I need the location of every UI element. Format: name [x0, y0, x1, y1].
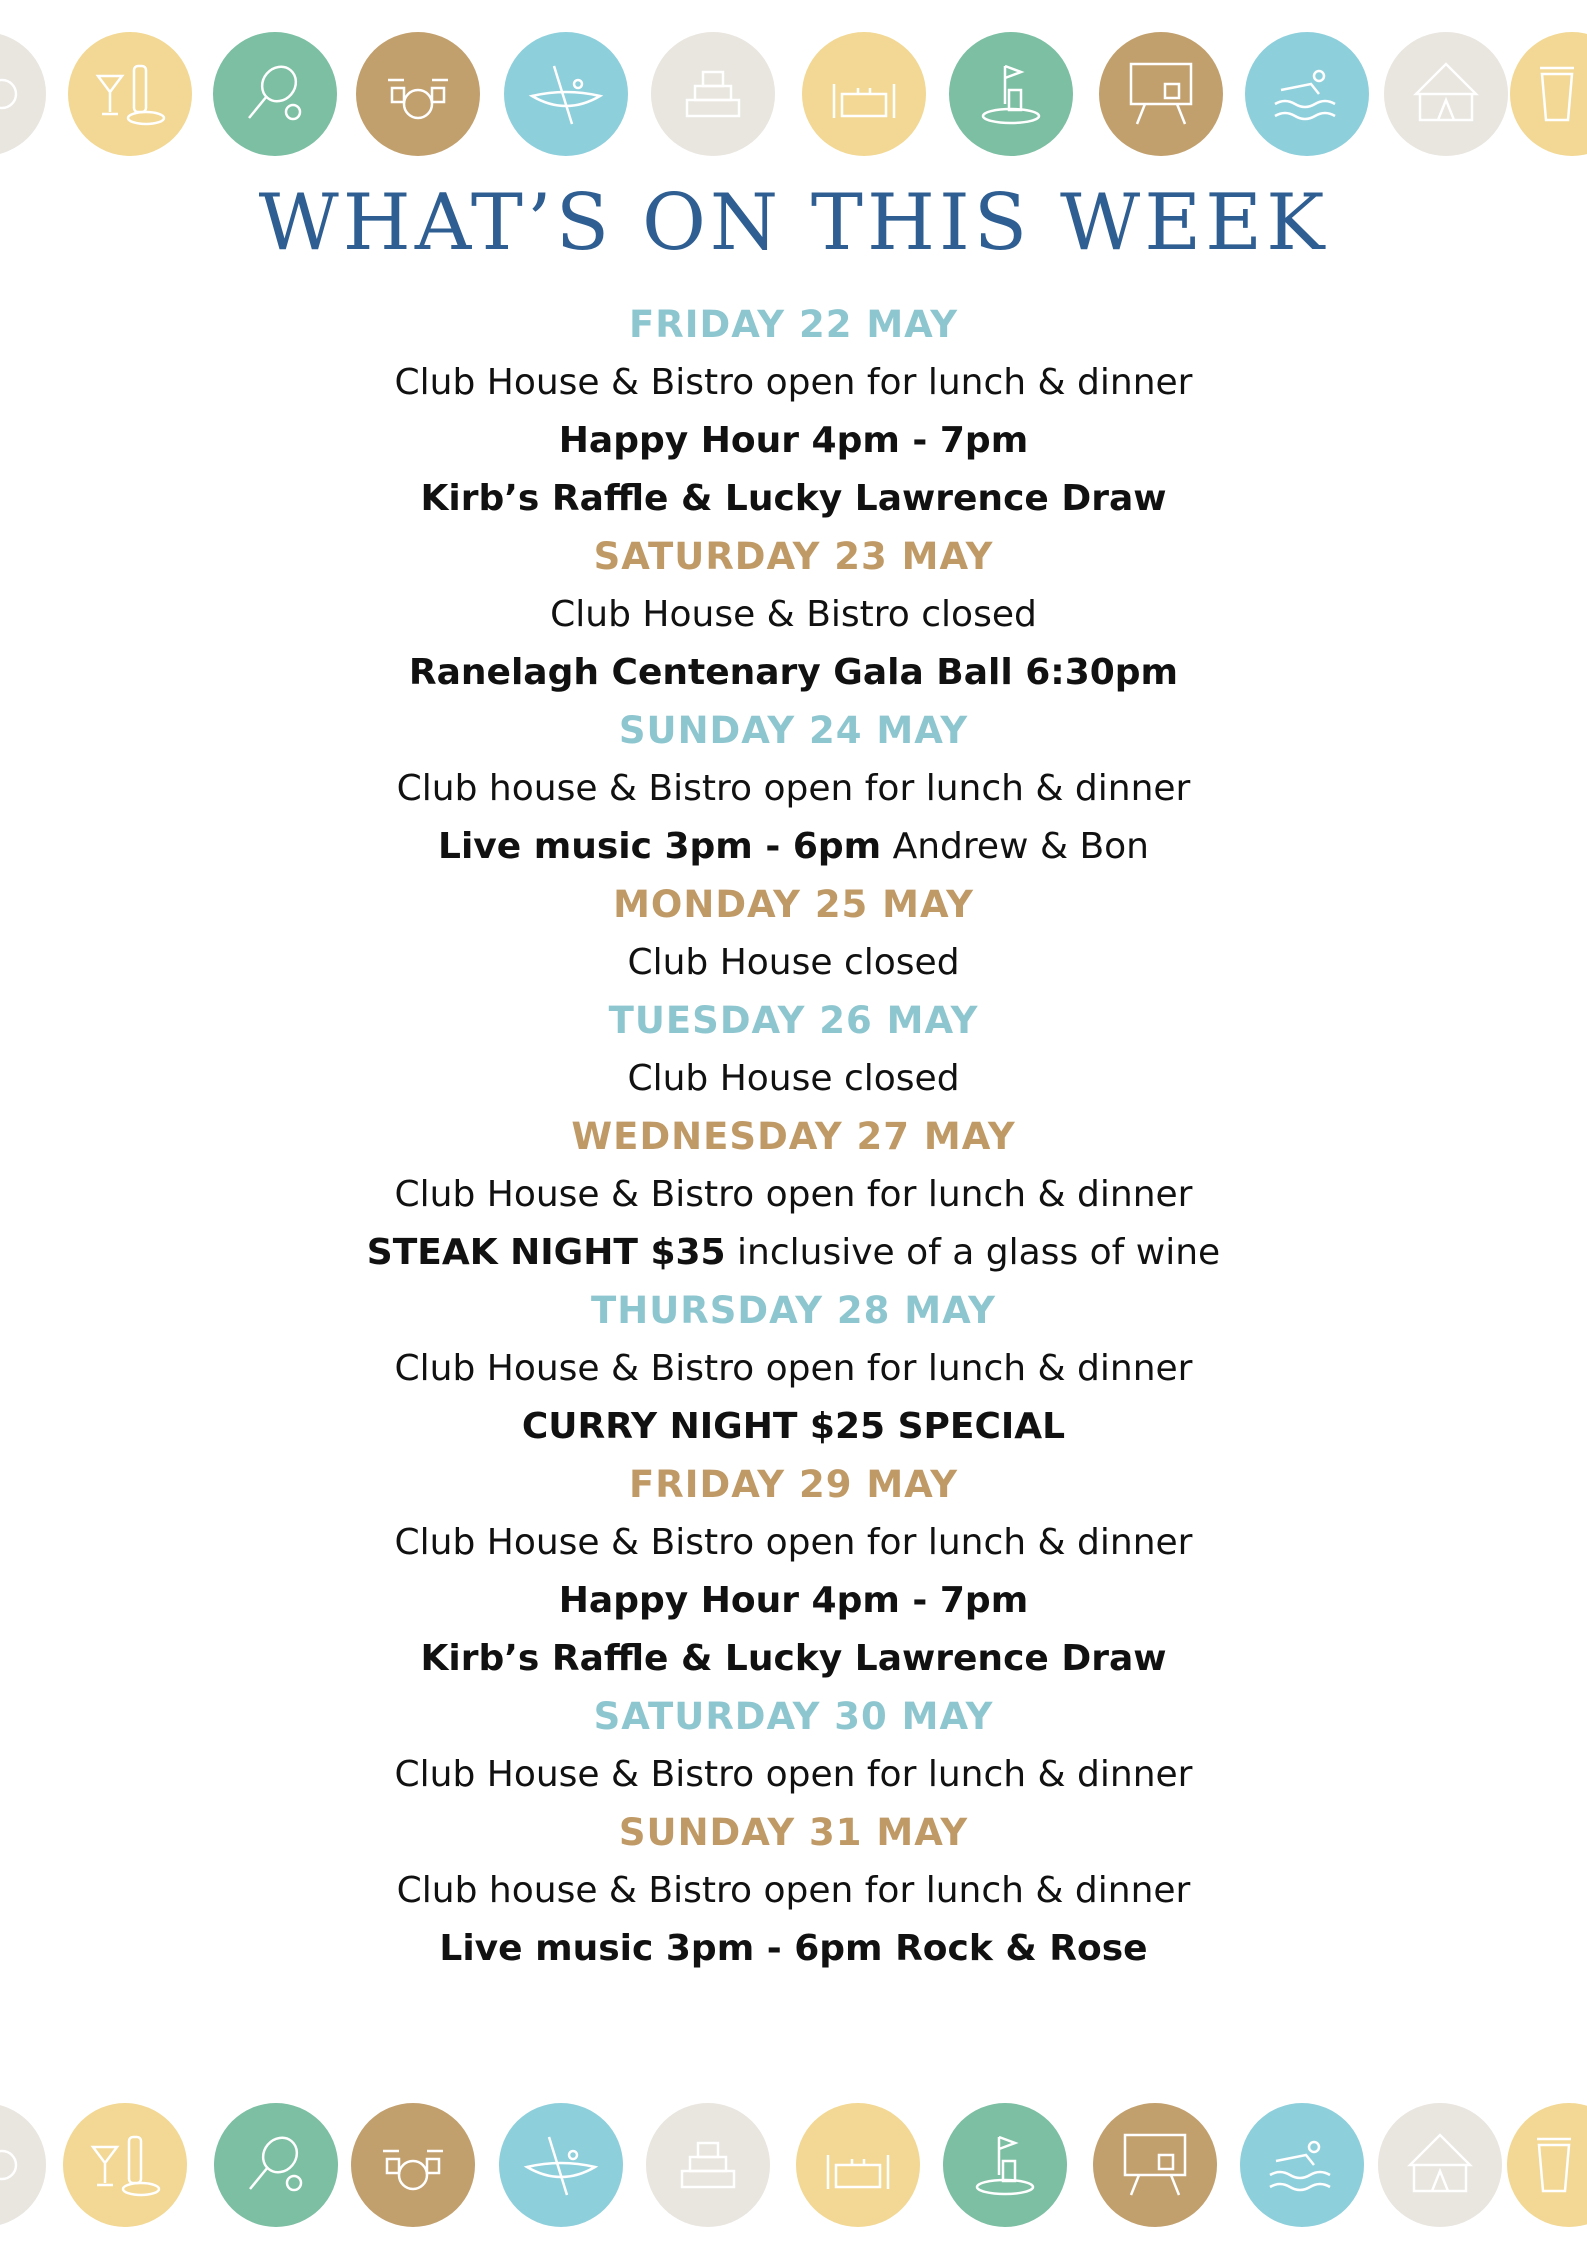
event-detail: Andrew & Bon: [881, 826, 1149, 867]
dining-table-icon: [802, 32, 926, 156]
day-heading: FRIDAY 22 MAY: [628, 303, 959, 346]
page-title: WHAT’S ON THIS WEEK: [258, 178, 1329, 268]
day-heading: SUNDAY 24 MAY: [618, 709, 969, 752]
event-line: [0, 818, 1587, 876]
top-icon-row: [0, 32, 1587, 162]
day-heading: SATURDAY 23 MAY: [593, 535, 994, 578]
marquee-tent-icon: [1384, 32, 1508, 156]
bottom-icon-row: [0, 2103, 1587, 2233]
day-heading: WEDNESDAY 27 MAY: [571, 1115, 1016, 1158]
day-heading: SUNDAY 31 MAY: [618, 1811, 969, 1854]
event-line: Ranelagh Centenary Gala Ball 6:30pm: [408, 652, 1179, 693]
weekly-schedule: [0, 296, 1587, 1978]
event-line: Club house & Bistro open for lunch & dinner: [396, 768, 1191, 809]
movie-screen-icon: [1099, 32, 1223, 156]
swimming-icon: [1240, 2103, 1364, 2227]
event-line: Happy Hour 4pm - 7pm: [558, 420, 1029, 461]
drum-kit-icon: [351, 2103, 475, 2227]
event-line: Kirb’s Raffle & Lucky Lawrence Draw: [420, 1638, 1167, 1679]
event-line: Club House & Bistro open for lunch & dinner: [394, 1348, 1193, 1389]
event-line: Club House closed: [627, 1058, 960, 1099]
drum-kit-icon: [356, 32, 480, 156]
day-heading: FRIDAY 29 MAY: [628, 1463, 959, 1506]
tennis-icon: [214, 2103, 338, 2227]
day-heading: SATURDAY 30 MAY: [593, 1695, 994, 1738]
golf-icon: [943, 2103, 1067, 2227]
coffee-cup-icon: [1507, 2103, 1587, 2227]
swimming-icon: [1245, 32, 1369, 156]
tennis-icon: [213, 32, 337, 156]
wedding-cake-icon: [651, 32, 775, 156]
wedding-cake-icon: [646, 2103, 770, 2227]
event-line: Live music 3pm - 6pm Rock & Rose: [439, 1928, 1148, 1969]
cocktail-wine-icon: [63, 2103, 187, 2227]
event-line: Club House & Bistro open for lunch & dinner: [394, 1522, 1193, 1563]
event-line: Club House & Bistro open for lunch & dinner: [394, 1754, 1193, 1795]
dining-table-icon: [796, 2103, 920, 2227]
event-line: Club House & Bistro open for lunch & dinner: [394, 1174, 1193, 1215]
plate-icon: [0, 32, 46, 156]
event-detail: inclusive of a glass of wine: [725, 1232, 1221, 1273]
marquee-tent-icon: [1378, 2103, 1502, 2227]
event-line: CURRY NIGHT $25 SPECIAL: [521, 1406, 1066, 1447]
event-line: Club house & Bistro open for lunch & dinner: [396, 1870, 1191, 1911]
event-line: Club House closed: [627, 942, 960, 983]
event-line: Kirb’s Raffle & Lucky Lawrence Draw: [420, 478, 1167, 519]
plate-icon: [0, 2103, 46, 2227]
kayak-icon: [504, 32, 628, 156]
day-heading: THURSDAY 28 MAY: [591, 1289, 996, 1332]
cocktail-wine-icon: [68, 32, 192, 156]
golf-icon: [949, 32, 1073, 156]
event-highlight: STEAK NIGHT $35: [366, 1232, 726, 1273]
event-line: Club House & Bistro open for lunch & dinner: [394, 362, 1193, 403]
day-heading: MONDAY 25 MAY: [613, 883, 974, 926]
kayak-icon: [499, 2103, 623, 2227]
coffee-cup-icon: [1510, 32, 1587, 156]
event-line: Happy Hour 4pm - 7pm: [558, 1580, 1029, 1621]
day-heading: TUESDAY 26 MAY: [608, 999, 979, 1042]
event-line: [0, 1224, 1587, 1282]
movie-screen-icon: [1093, 2103, 1217, 2227]
event-line: Club House & Bistro closed: [550, 594, 1037, 635]
event-highlight: Live music 3pm - 6pm: [438, 826, 882, 867]
